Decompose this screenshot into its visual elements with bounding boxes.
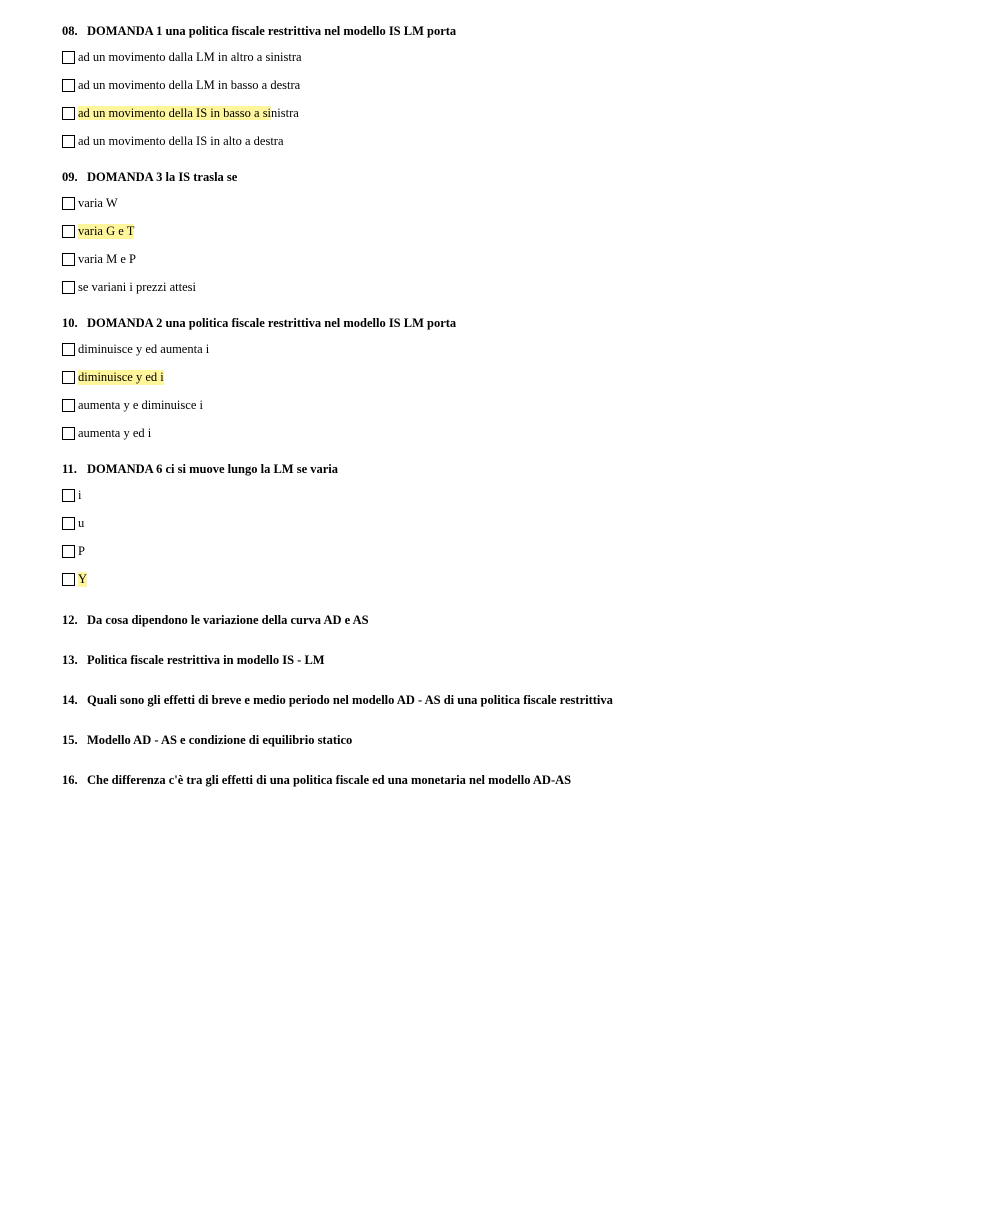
option-item	[62, 71, 962, 99]
question-title	[62, 168, 962, 186]
question-title	[62, 606, 962, 633]
question-number: 09.	[62, 170, 78, 184]
options-list	[62, 43, 962, 155]
answer-checkbox[interactable]	[62, 517, 75, 530]
answer-checkbox[interactable]	[62, 573, 75, 586]
option-item	[62, 127, 962, 155]
option-item	[62, 509, 962, 537]
option-item	[62, 481, 962, 509]
question-title	[62, 766, 962, 793]
answer-checkbox[interactable]	[62, 427, 75, 440]
document-page	[62, 22, 962, 806]
question-text: Da cosa dipendono le variazione della curva AD e AS	[87, 612, 369, 627]
option-label: u	[78, 515, 85, 530]
question-number: 11.	[62, 462, 77, 476]
question-number: 15.	[62, 732, 78, 747]
question-15	[62, 726, 962, 753]
option-label: ad un movimento della IS in alto a destra	[78, 133, 284, 148]
options-list	[62, 481, 962, 593]
question-08	[62, 22, 962, 155]
question-text: DOMANDA 3 la IS trasla se	[87, 170, 238, 184]
option-label: ad un movimento della LM in basso a destra	[78, 77, 301, 92]
option-label: i	[78, 487, 82, 502]
question-16	[62, 766, 962, 793]
option-label: se variani i prezzi attesi	[78, 279, 196, 294]
option-item	[62, 189, 962, 217]
question-10	[62, 314, 962, 447]
question-title	[62, 22, 962, 40]
option-item	[62, 363, 962, 391]
question-11	[62, 460, 962, 593]
highlighted-answer: Y	[78, 571, 88, 586]
answer-checkbox[interactable]	[62, 545, 75, 558]
answer-checkbox[interactable]	[62, 135, 75, 148]
question-text: Che differenza c'è tra gli effetti di una politica fiscale ed una monetaria nel modello AD-AS	[87, 772, 572, 787]
question-text: Modello AD - AS e condizione di equilibrio statico	[87, 732, 353, 747]
option-item	[62, 99, 962, 127]
question-13	[62, 646, 962, 673]
option-label-rest: nistra	[271, 105, 299, 120]
option-label: aumenta y e diminuisce i	[78, 397, 203, 412]
question-title	[62, 314, 962, 332]
question-title	[62, 460, 962, 478]
option-label	[78, 106, 299, 121]
option-label: varia M e P	[78, 251, 136, 266]
highlighted-answer: varia G e T	[78, 223, 135, 238]
option-label: P	[78, 543, 85, 558]
option-item	[62, 245, 962, 273]
option-item	[62, 335, 962, 363]
option-item	[62, 537, 962, 565]
options-list	[62, 189, 962, 301]
option-label: aumenta y ed i	[78, 425, 152, 440]
answer-checkbox[interactable]	[62, 281, 75, 294]
answer-checkbox[interactable]	[62, 343, 75, 356]
question-text: DOMANDA 2 una politica fiscale restrittiva nel modello IS LM porta	[87, 316, 457, 330]
option-item	[62, 419, 962, 447]
answer-checkbox[interactable]	[62, 399, 75, 412]
question-title	[62, 726, 962, 753]
highlighted-answer: diminuisce y ed i	[78, 369, 164, 384]
question-14	[62, 686, 962, 713]
question-number: 13.	[62, 652, 78, 667]
answer-checkbox[interactable]	[62, 51, 75, 64]
answer-checkbox[interactable]	[62, 225, 75, 238]
option-label: varia W	[78, 195, 118, 210]
option-item	[62, 391, 962, 419]
question-number: 12.	[62, 612, 78, 627]
question-number: 08.	[62, 24, 78, 38]
answer-checkbox[interactable]	[62, 371, 75, 384]
question-title	[62, 646, 962, 673]
option-item	[62, 565, 962, 593]
answer-checkbox[interactable]	[62, 489, 75, 502]
question-number: 14.	[62, 692, 78, 707]
options-list	[62, 335, 962, 447]
answer-checkbox[interactable]	[62, 107, 75, 120]
option-label: ad un movimento dalla LM in altro a sinistra	[78, 49, 302, 64]
question-text: Politica fiscale restrittiva in modello IS - LM	[87, 652, 325, 667]
option-label: diminuisce y ed aumenta i	[78, 341, 210, 356]
option-item	[62, 43, 962, 71]
answer-checkbox[interactable]	[62, 253, 75, 266]
highlighted-answer: ad un movimento della IS in basso a si	[78, 105, 272, 120]
answer-checkbox[interactable]	[62, 197, 75, 210]
question-text: DOMANDA 1 una politica fiscale restrittiva nel modello IS LM porta	[87, 24, 457, 38]
question-text: Quali sono gli effetti di breve e medio periodo nel modello AD - AS di una politica fiscale restrittiva	[87, 692, 613, 707]
question-number: 10.	[62, 316, 78, 330]
question-09	[62, 168, 962, 301]
question-12	[62, 606, 962, 633]
question-title	[62, 686, 962, 713]
option-item	[62, 273, 962, 301]
option-item	[62, 217, 962, 245]
question-number: 16.	[62, 772, 78, 787]
answer-checkbox[interactable]	[62, 79, 75, 92]
question-text: DOMANDA 6 ci si muove lungo la LM se varia	[87, 462, 339, 476]
